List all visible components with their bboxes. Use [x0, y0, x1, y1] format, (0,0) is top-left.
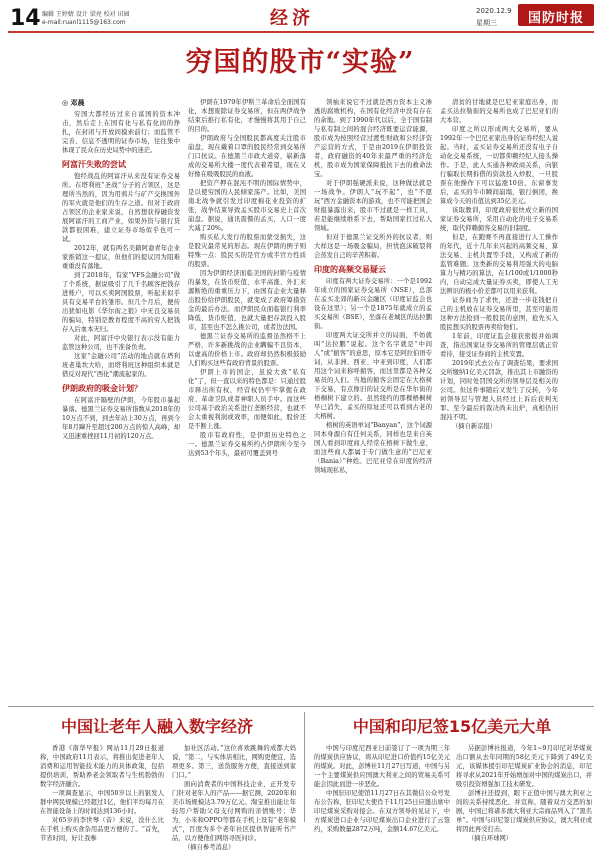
paragraph: 2012年，就有两名美籍阿裔青年企业家推销这一提议，但他们的提议因为阻难重重没有落地。 [62, 245, 180, 270]
paragraph: 在阿富汗隔壁的伊朗，今年股市暴起暴落。德黑兰证券交易所指数从2018年的10万点不到，到去年站上30万点，再到今年8月蹿升至超过200万点的惊人高峰，却又迅速重挫回11月初的120万点。 [62, 397, 180, 440]
paragraph: 对65岁的李世琴（音）来说，没什么比在手机上购买食杂用品更方便的了。“首先，节省时间，好让我参 [40, 817, 164, 842]
paragraph: 清贫的甘地就是巴尼亚家庭出身，而孟买达拉勒街的交易所也成了巴尼亚们的大本营。 [440, 99, 558, 124]
subheading: 印度的高频交易疑云 [314, 265, 386, 274]
subheading: 伊朗政府的吸金计划？ [62, 384, 142, 393]
bottom-vertical-divider [304, 712, 305, 822]
main-article-col1 [62, 110, 180, 700]
email: e-mail:ruanl1115@163.com [42, 19, 126, 26]
right-article-title: 中国和印尼签15亿美元大单 [352, 717, 552, 736]
paragraph: 伊朗在1979年伊斯兰革命后全面国有化，本想废除证券交易所，但在两伊战争结束后推行私有化，才慢慢将其用于自己的目的。 [188, 99, 306, 133]
paragraph: 2019年式去公布了调查结果，要求国交所缴纳1亿美元罚款，推出其上市融资的计划，同时处罚国交所的领导层及相关的公司。但这件事随后又发生了反转，今年初领导层与管理人员经过上诉后获判无罪。至今最后的裁决尚未出炉，真相仍旧混沌不明。 [440, 360, 558, 421]
paragraph: 彭博社还提到，眼下正值中国与澳大利亚之间的关系持续恶化，并宣称，随着双方交恶的加剧，中国已将诸多澳大利亚大宗商品列入了“黑名单”。中国与印尼签订煤炭供应协议，澳大利亚或将因此再受打击。 [456, 790, 592, 833]
paragraph: 该取教训，印度政府很快成立新的国家证券交易所，采用自动化的电子交易系统，取代仰赖掮客交易的旧制度。 [440, 207, 558, 232]
main-article-col3 [314, 98, 432, 700]
paragraph: 因为伊朗经济面临美国的封锁与疫情的暴发，在货币贬值、水平高涨、外汇来源断绝的重重压力下，由国有企业大量释出股份给伊朗股民，就变成了政府筹措资金的最后办法。而伊朗民众面临银行利率降低、货币贬值，也就大量把存款投入股市，甚至也不怎么挑公司，或者边法国。 [188, 270, 306, 331]
paragraph: 穷国大都经历过来自富国的资本冲击，然后走上在国有化与私有化间的挣扎，在封闭与开放间摸索前行；而监管不完善、信息不透明的证券市场，往往集中体现了民众在历史局势中的迷茫。 [62, 111, 180, 154]
main-article-byline: ◎ 邓晨 [62, 98, 85, 107]
paragraph: 印度两大证交所并立的局面，不妨就叫“达拉鹏”说起。这个名字就是“中间人”或“掮客”的意思，原本它是阿拉伯语专词，从非洲、西亚、中亚到印度，人们都用这个词来称呼掮客，而这里都是各种交易员的人们。当地的掮客会固定在大格树下交易，有点像旧的证交所是在华尔街的梧桐树下建立的。虽然纽约的那棵梧桐树早已消失，孟买的原址还可以看到古老的大榕树。 [314, 332, 432, 420]
main-article-title: 穷国的股市“实验” [185, 47, 415, 78]
paragraph: 伊朗政府与全国股民都高度关注股市崩盘，现在戴着口罩的股民经常到交易所门口抗议。在德黑兰市政大道旁，崭新落成的交易所大楼一度代表着希望，现在又好像在吸吸股民的血液。 [188, 135, 306, 178]
paragraph: 印度有两大证券交易所：一个是1992年成立的国家证券交易所（NSE），总部在孟买北郊的新兴金融区（印度证监会也设在这里）；另一个是1875年就成立的孟买交易所（BSE），坐落在老城区的达拉鹏街。 [314, 278, 432, 330]
paragraph: 这家“金融公司”活动的地点就在塔利班老巢坎大哈，而塔利班这种组织本就是借反对现代“西化”潮流起家的。 [62, 353, 180, 378]
page-number: 14 [10, 6, 41, 31]
paragraph: （摘自参考消息） [184, 844, 235, 851]
paragraph: 到了2018年，有家“VFS金融公司”做了个系统，据说吸引了几千名顾客把钱存进账户，可以买卖阿国股票，听起来似乎具有交易平台的雏形。但几个月后，便传出犹如电影《华尔街之狼》中无良交易员的骗局，特别是教育程度不高的穷人把钱存入后血本无归。 [62, 272, 180, 333]
left-article-col1 [40, 744, 164, 842]
paragraph: 股市有政府性，是伊朗历史特色之一。德黑兰证券交易所约占伊朗所今至今达到53个年头，最初可覆盖到号 [188, 432, 306, 457]
paragraph: 但对于德黑兰证交所外的抗议者，则大样这是一场吸金骗局，担忧泡沫破裂将会蒸发自己的辛苦积蓄。 [314, 234, 432, 259]
left-article-col2 [172, 744, 296, 851]
paragraph: 中国与印度尼西亚日前签订了一项为期三年的煤炭供应协议，将从印尼进口价值约15亿美元的煤炭。对此，彭博社11月27日写道，中国与另一个主要煤炭供应国澳大利亚之间的贸易关系可能会因此而进一步恶化。 [314, 745, 450, 788]
section-divider [8, 706, 594, 707]
paragraph: 印度之所以形成两大交易所，要从1992年一个巴尼亚家出身的证券经纪人说起。当时，孟买证券交易所还没有电子自动化交易系统，一切都仰赖经纪人接头操作。于是，此人买通各种政商关系，向银行骗取长期拆借的资款投入炒股，一旦股票在他操作下可以猛涨10倍，东窗事发后，孟买的牛市瞬间崩塌，银行倒闭，换算成今天的币值达到35亿美元。 [440, 126, 558, 205]
paragraph: 把资产押在混沌不明的国际情势中，是以使穷国的人民倾家荡产。比如，美国南北战争就引发过印度棉花业投资的扩张，战争结束导致孟买股市交易史上首次崩盘。据说，通讯震慑的孟买，人口一度大减了20%。 [188, 180, 306, 232]
paragraph: 德黑兰证券交易所的监督虽然格不上严格，许多新挑战的企业瞒骗不良资本，以虚高的价格上市。政府却仍然积极鼓励人们购买这些有政府背景的股票。 [188, 333, 306, 367]
masthead-rule [8, 31, 594, 33]
paragraph: 一项调查显示，中国50岁以上的银发人群中网民规模已经超过1亿，他们平均每月在在智能设备上的时间达到136小时。 [40, 790, 164, 815]
paragraph: 对于伊朗强硬派来说，这种做法就是一场战争。伊朗人“玩不起”，也“不愿玩”西方金融资本的游戏，也不可能把国企财报暴露出来，股市不过就是一样工具，若是能继续维系下去，帮助国家扛过私人领域。 [314, 180, 432, 232]
paragraph: 1年前，印度证监会接获密报并始调查，指出国家证券交易所的管理层就正常看待，接受证券商的主机安置。 [440, 333, 558, 358]
left-article-title: 中国让老年人融入数字经济 [60, 717, 253, 736]
paragraph: 伊朗上市的国企，虽说大致“私有化”了，但一直以来的特色都是：只通过股市释出所有权，经营权仍牢牢掌握在政府、革命卫队或者神职人员手中。而这些公司基于政治关系进行垄断经营，也就不会太重视利润或效率，而便如此，股价还是不断上涨。 [188, 369, 306, 430]
paper-logo [518, 4, 594, 26]
main-article-col4 [440, 98, 558, 700]
section-title: 经济 [270, 8, 314, 29]
date: 2020.12.9 [476, 7, 512, 15]
paragraph: 另据彭博社报道，今年1~9月印尼对华煤炭出口额从去年同期的58亿美元下降到了49亿美元，该媒体援引印尼煤炭矿业协会的消息，印尼将寻求从2021年开始增加对中国的煤炭出口，并吸引投资增强加工技术研发。 [456, 745, 592, 788]
paragraph: 加社区活动。”这位喜欢跳舞的成都大妈说，“第二，与实体店相比，网购更便宜、选项更多。第三，送货服务方便，直接送到家门口。” [172, 745, 296, 779]
right-article-col1 [314, 744, 450, 833]
paragraph: 中国驻印尼使馆11月27日在其微信公众号发布公告称，驻印尼大使肖千11月25日应邀出席中印尼煤炭采购对接会。在双方领导的见证下，中方煤炭进口企业与印尼煤炭出口企业进行了云签约，采购数量2872万吨，金额14.67亿美元。 [314, 790, 450, 833]
paragraph: （摘自环球网） [468, 835, 513, 842]
right-article-col2 [456, 744, 592, 842]
paragraph: 证券商为了求快，还进一步花钱把自己的主机放在证券交易所里，甚至可能用这种方法抢到一般股民的意图，抢先买入股民想买的股票再卖给他们。 [440, 297, 558, 331]
paragraph: 面向消费者的中国科技企业，正开发专门针对老年人的产品——据它测，2020年和美市场规模达3.79万亿元。淘宝推出能让年轻用户帮助父母支付网购的亲情账号；华为、小米和OPPO等都在手机上设有“老年模式”，百度为多个老年社区提供智能听书产品，以方便他们网络寻医问诊。 [172, 781, 296, 842]
paragraph: 对此，阿富汗中央银行表示没有能力监管这种公司，也不准备负责。 [62, 335, 180, 351]
paragraph: 购买私人发行的股票而蒙受损失，这是股灾最常见的形态。现在伊朗的例子则特殊一点：股民买的是官方或半官方性质的股票。 [188, 234, 306, 268]
paragraph: （摘自新京报） [452, 423, 497, 430]
paragraph: 饱经战乱的阿富汗从来没有证券交易所。在塔利班“圣战”分子的占领区，这是理所当然的，因为用鸦片与矿产交换国外的军火就是他们的生存之道。但对于政府占领区的企业家来说，自然想获得融资发展阿富汗的工商产业，如果外资与银行贷款都很困难，建立证券市场似乎也可一试。 [62, 173, 180, 243]
paragraph: 但是，在跑赛不再直接进行人工操作的年代，近十几年来兴起的高频交易、算法交易、主机共置等手段，又构成了新的监管难题。这类新的交易利用强大的电脑算力与精巧的算法，在1/100或1/1000秒内，自动完成大量证券买卖，即使人工无法辨识的极小价差都可以用来获利。 [440, 234, 558, 295]
masthead [0, 0, 600, 34]
subheading: 阿富汗失败的尝试 [62, 160, 126, 169]
paragraph: 榕树的英语单词“Banyan”，这个词源同本身源自有任何关系，同样也是来自英国人看到印度商人经常在榕树下做生意，而这些商人都属于专门做生意的“巴尼亚（Bania）”种姓。巴尼亚常在印度的经济领域现私私， [314, 422, 432, 474]
editors-credit: 编辑 王婷婧 设计 梁亮 校对 田园 [42, 11, 130, 18]
paper-logo-text: 国防时报 [527, 11, 584, 26]
paragraph: 领袖来说它不过就是西方资本主义渗透的腐败机构，在国有化经济中没有存在的余地。到了1990年代以后，全于国有制与私有制之间的混合经济既要运营能源，股市成为按照经营过渡性财政和公经济资产运营的方式，于是由2019在伊朗投资者，政府融资的40年来最严重的经济危机，股市成为国家保障抵抗下去的救命法宝。 [314, 99, 432, 178]
paragraph: 香港《南华早报》网站11月29日报道称，中国政府11月表示，将推出促进老年人消费和运用智能技术能力的具体政策，包括提供培训，帮助养老金领取者与生机勃勃的数字经济融合。 [40, 745, 164, 788]
main-article-col2 [188, 98, 306, 700]
weekday: 星期三 [476, 19, 497, 27]
